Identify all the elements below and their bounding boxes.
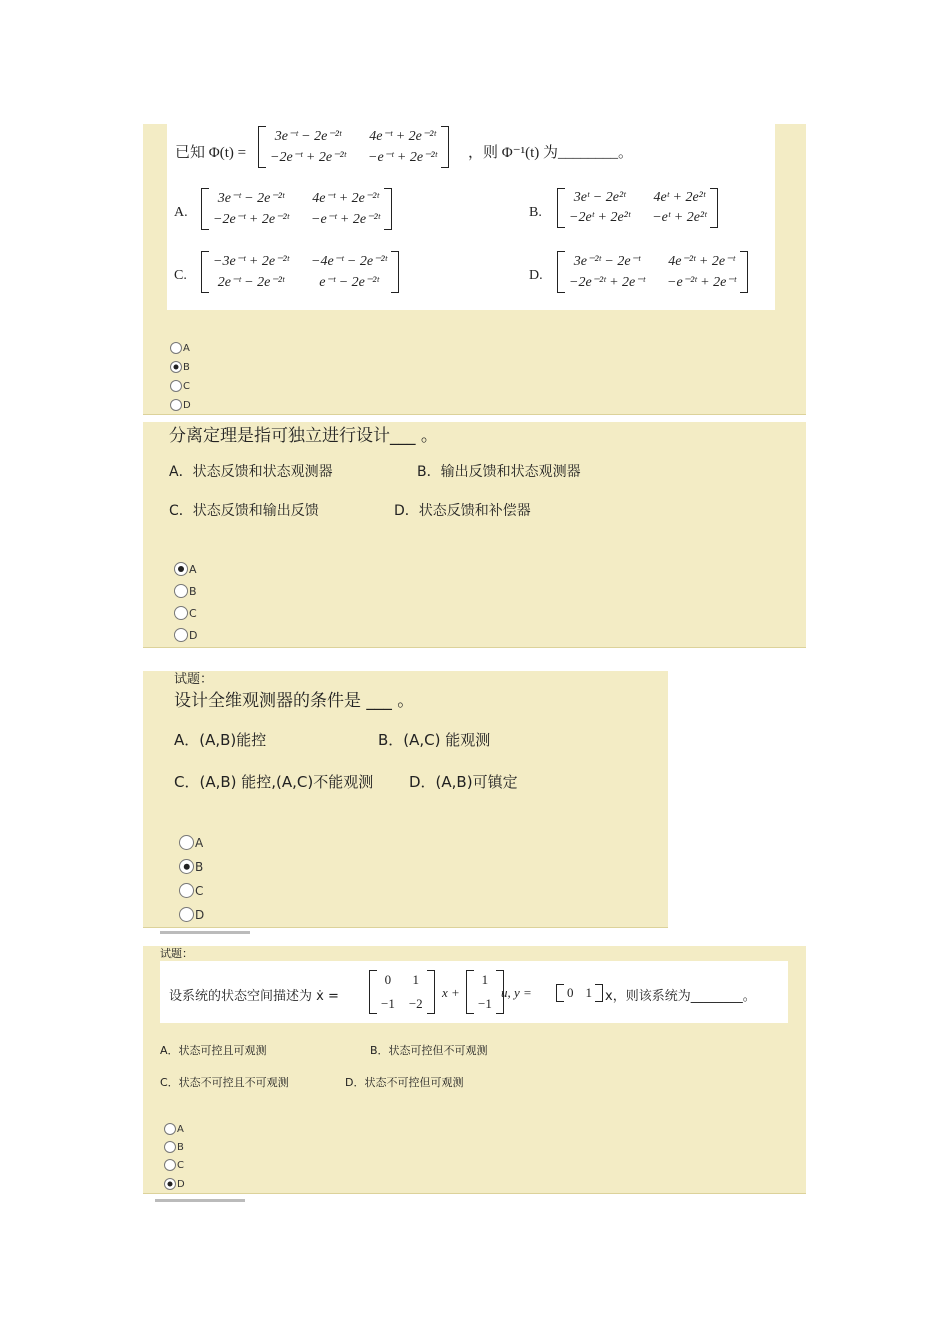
radio-circle-selected[interactable] bbox=[170, 361, 182, 373]
radio-circle[interactable] bbox=[164, 1123, 176, 1135]
radio-circle[interactable] bbox=[174, 606, 188, 620]
q3-radio-c[interactable]: C bbox=[179, 883, 203, 898]
radio-circle[interactable] bbox=[179, 883, 194, 898]
radio-circle[interactable] bbox=[174, 628, 188, 642]
q4-radio-d[interactable]: D bbox=[164, 1178, 185, 1190]
q1-radio-a[interactable]: A bbox=[170, 342, 190, 354]
q3-radio-d[interactable]: D bbox=[179, 907, 204, 922]
q4-option-a: A．状态可控且可观测 bbox=[160, 1044, 267, 1057]
q4-radio-c[interactable]: C bbox=[164, 1159, 184, 1171]
q1-option-d-label: D. bbox=[529, 268, 543, 283]
q1-radio-b[interactable]: B bbox=[170, 361, 190, 373]
q3-header: 试题： bbox=[174, 672, 214, 687]
q1-option-a-label: A. bbox=[174, 205, 188, 220]
q2-option-c: C．状态反馈和输出反馈 bbox=[169, 503, 319, 519]
q1-option-b-label: B. bbox=[529, 205, 542, 220]
q3-stem: 设计全维观测器的条件是 ___ 。 bbox=[174, 691, 415, 711]
q4-header: 试题： bbox=[160, 947, 193, 960]
radio-circle[interactable] bbox=[179, 907, 194, 922]
q4-radio-a[interactable]: A bbox=[164, 1123, 184, 1135]
q1-option-d-matrix: 3e⁻²ᵗ − 2e⁻ᵗ 4e⁻²ᵗ + 2e⁻ᵗ −2e⁻²ᵗ + 2e⁻ᵗ −e⁻²ᵗ + 2e⁻ᵗ bbox=[557, 251, 748, 293]
q4-stem-prefix: 设系统的状态空间描述为 ẋ = bbox=[169, 989, 339, 1004]
q1-option-c-matrix: −3e⁻ᵗ + 2e⁻²ᵗ −4e⁻ᵗ − 2e⁻²ᵗ 2e⁻ᵗ − 2e⁻²ᵗ e⁻ᵗ − 2e⁻²ᵗ bbox=[201, 251, 399, 293]
q2-radio-c[interactable]: C bbox=[174, 606, 197, 620]
q4-stem-suffix: x，则该系统为________。 bbox=[605, 989, 756, 1004]
q3-option-a: A．(A,B)能控 bbox=[174, 731, 267, 749]
q4-matrix-a: 0 1 −1 −2 bbox=[369, 970, 435, 1014]
q1-radio-d[interactable]: D bbox=[170, 399, 191, 411]
q2-option-d: D．状态反馈和补偿器 bbox=[394, 503, 531, 519]
q2-option-a: A．状态反馈和状态观测器 bbox=[169, 464, 333, 480]
q1-stem-suffix: ，则 Φ⁻¹(t) 为________。 bbox=[468, 145, 634, 161]
radio-circle[interactable] bbox=[174, 584, 188, 598]
q1-option-c-label: C. bbox=[174, 268, 187, 283]
q1-stem-prefix: 已知 Φ(t) = bbox=[175, 145, 247, 161]
q3-radio-b[interactable]: B bbox=[179, 859, 203, 874]
q2-option-b: B．输出反馈和状态观测器 bbox=[417, 464, 581, 480]
cutoff-text-fragment bbox=[160, 931, 250, 934]
radio-circle[interactable] bbox=[179, 835, 194, 850]
q4-matrix-c: 0 1 bbox=[556, 984, 603, 1002]
radio-circle[interactable] bbox=[164, 1159, 176, 1171]
q1-radio-c[interactable]: C bbox=[170, 380, 190, 392]
q2-radio-d[interactable]: D bbox=[174, 628, 197, 642]
q1-option-b-matrix: 3eᵗ − 2e²ᵗ 4eᵗ + 2e²ᵗ −2eᵗ + 2e²ᵗ −eᵗ + 2e²ᵗ bbox=[557, 188, 718, 228]
q3-radio-a[interactable]: A bbox=[179, 835, 203, 850]
q4-radio-b[interactable]: B bbox=[164, 1141, 184, 1153]
q1-phi-matrix: 3e⁻ᵗ − 2e⁻²ᵗ 4e⁻ᵗ + 2e⁻²ᵗ −2e⁻ᵗ + 2e⁻²ᵗ −e⁻ᵗ + 2e⁻²ᵗ bbox=[258, 126, 449, 168]
q4-option-d: D．状态不可控但可观测 bbox=[345, 1076, 464, 1089]
q3-option-d: D．(A,B)可镇定 bbox=[409, 773, 518, 791]
q4-mid-2: u, y = bbox=[501, 985, 532, 1000]
radio-circle[interactable] bbox=[170, 380, 182, 392]
q2-stem: 分离定理是指可独立进行设计___ 。 bbox=[169, 426, 438, 446]
cutoff-text-fragment bbox=[155, 1199, 245, 1202]
q4-option-b: B．状态可控但不可观测 bbox=[370, 1044, 488, 1057]
q2-radio-b[interactable]: B bbox=[174, 584, 197, 598]
q4-matrix-b: 1 −1 bbox=[466, 970, 504, 1014]
radio-circle-selected[interactable] bbox=[174, 562, 188, 576]
q4-option-c: C．状态不可控且不可观测 bbox=[160, 1076, 289, 1089]
q1-option-a-matrix: 3e⁻ᵗ − 2e⁻²ᵗ 4e⁻ᵗ + 2e⁻²ᵗ −2e⁻ᵗ + 2e⁻²ᵗ −e⁻ᵗ + 2e⁻²ᵗ bbox=[201, 188, 392, 230]
q2-radio-a[interactable]: A bbox=[174, 562, 197, 576]
radio-circle[interactable] bbox=[170, 342, 182, 354]
radio-circle-selected[interactable] bbox=[179, 859, 194, 874]
radio-circle[interactable] bbox=[164, 1141, 176, 1153]
radio-circle[interactable] bbox=[170, 399, 182, 411]
q4-mid-1: x + bbox=[442, 985, 460, 1000]
q3-option-b: B．(A,C) 能观测 bbox=[378, 731, 491, 749]
question-2-panel bbox=[143, 422, 806, 648]
radio-circle-selected[interactable] bbox=[164, 1178, 176, 1190]
q3-option-c: C．(A,B) 能控,(A,C)不能观测 bbox=[174, 773, 374, 791]
